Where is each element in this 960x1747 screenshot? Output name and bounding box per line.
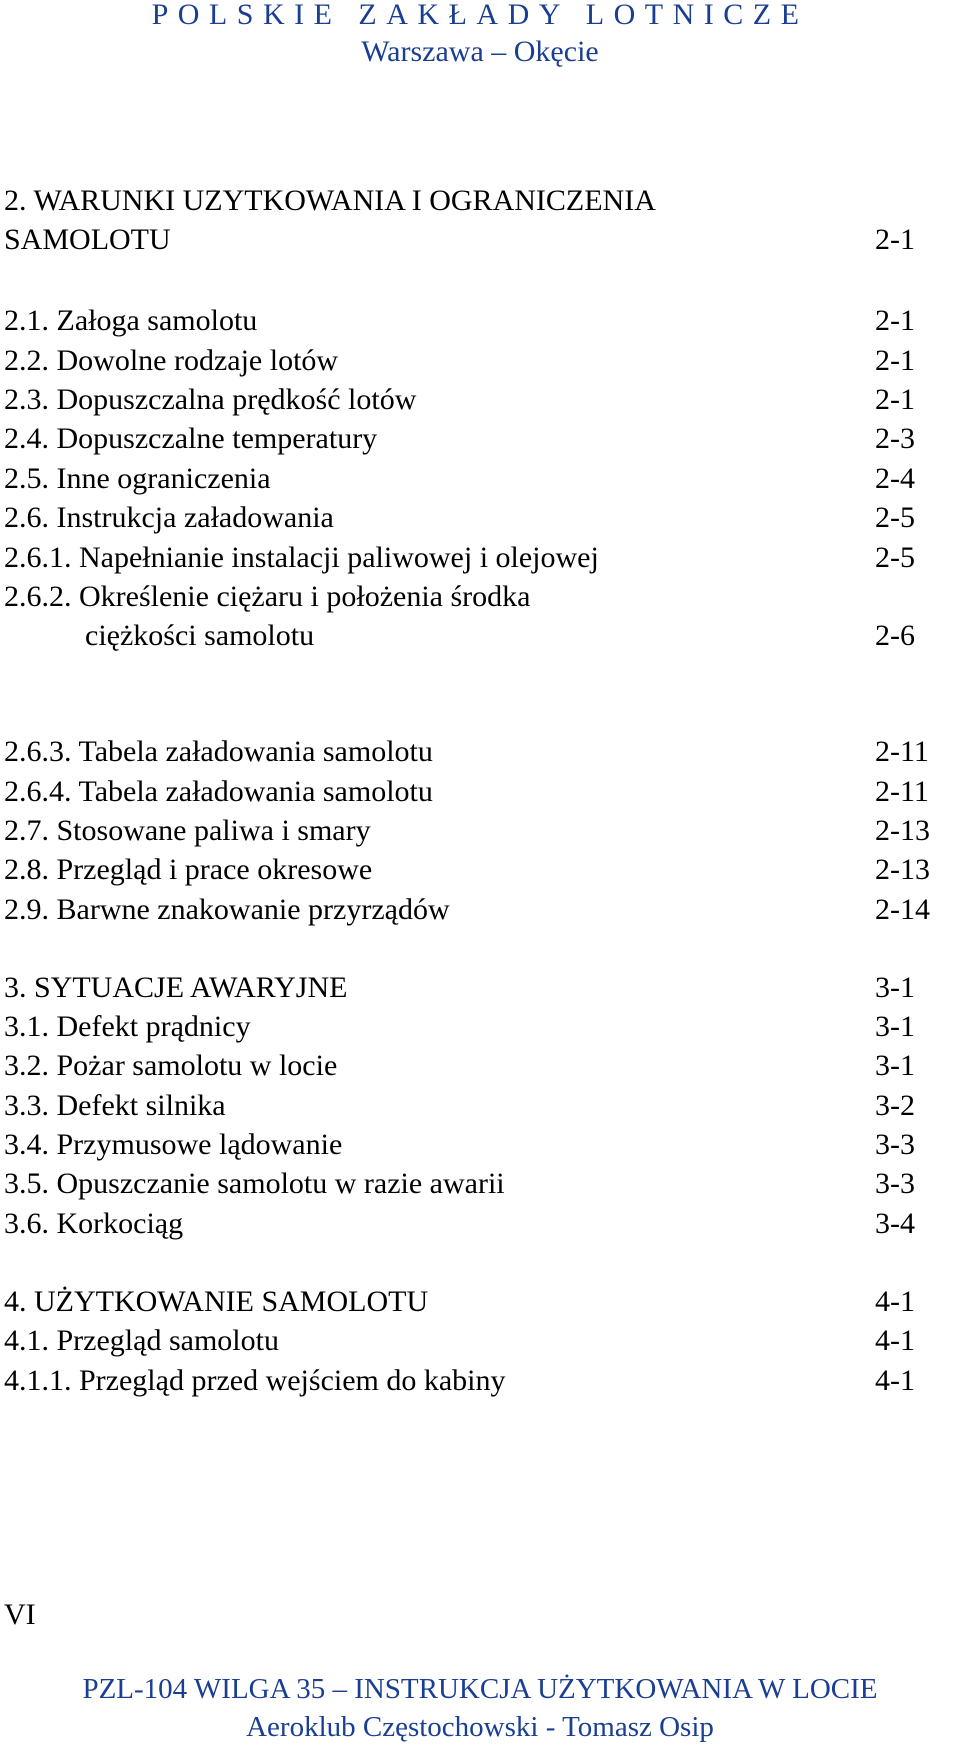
toc-entry-title: 3.5. Opuszczanie samolotu w razie awarii	[4, 1167, 505, 1200]
toc-entry-page: 3-2	[875, 1089, 915, 1122]
toc-entry	[0, 346, 960, 382]
toc-entry-title: 2.8. Przegląd i prace okresowe	[4, 853, 373, 886]
toc-entry	[0, 1169, 960, 1205]
toc-entry	[0, 1287, 960, 1323]
toc-entry-page: 2-13	[875, 853, 930, 886]
toc-entry-page: 3-3	[875, 1128, 915, 1161]
toc-entry-page: 4-1	[875, 1364, 915, 1397]
toc-entry-title: 4.1. Przegląd samolotu	[4, 1324, 279, 1357]
toc-entry	[0, 306, 960, 342]
toc-entry-page: 2-14	[875, 893, 930, 926]
toc-entry	[0, 582, 960, 618]
toc-entry	[0, 1051, 960, 1087]
toc-entry-page: 2-5	[875, 501, 915, 534]
toc-entry	[0, 186, 960, 222]
toc-entry	[0, 621, 960, 657]
toc-entry-title: 2.5. Inne ograniczenia	[4, 462, 271, 495]
toc-entry-page: 2-1	[875, 344, 915, 377]
toc-entry-title: 3.2. Pożar samolotu w locie	[4, 1049, 338, 1082]
toc-entry	[0, 895, 960, 931]
toc-entry	[0, 855, 960, 891]
toc-entry-title: 2. WARUNKI UZYTKOWANIA I OGRANICZENIA	[4, 184, 656, 217]
toc-entry-page: 4-1	[875, 1285, 915, 1318]
page-number: VI	[4, 1598, 36, 1631]
toc-entry	[0, 385, 960, 421]
toc-entry-page: 2-5	[875, 541, 915, 574]
toc-entry-page: 3-4	[875, 1207, 915, 1240]
company-city: Warszawa – Okęcie	[361, 35, 599, 68]
toc-entry-title: 3.1. Defekt prądnicy	[4, 1010, 251, 1043]
toc-entry-title: 2.1. Załoga samolotu	[4, 304, 258, 337]
toc-entry	[0, 503, 960, 539]
toc-entry-title: 2.7. Stosowane paliwa i smary	[4, 814, 371, 847]
toc-entry-title: 3.6. Korkociąg	[4, 1207, 184, 1240]
toc-entry-page: 2-6	[875, 619, 915, 652]
toc-entry-page: 3-3	[875, 1167, 915, 1200]
toc-entry	[0, 973, 960, 1009]
toc-entry-title: 2.9. Barwne znakowanie przyrządów	[4, 893, 450, 926]
toc-entry-title: 2.6. Instrukcja załadowania	[4, 501, 334, 534]
toc-entry-title: 2.6.1. Napełnianie instalacji paliwowej i olejowej	[4, 541, 599, 574]
company-name: POLSKIE ZAKŁADY LOTNICZE	[151, 0, 809, 31]
toc-entry-title: 2.6.2. Określenie ciężaru i położenia środka	[4, 580, 531, 613]
toc-entry	[0, 777, 960, 813]
toc-entry-page: 2-11	[875, 775, 929, 808]
toc-entry	[0, 543, 960, 579]
toc-entry-page: 2-3	[875, 422, 915, 455]
footer-title: PZL-104 WILGA 35 – INSTRUKCJA UŻYTKOWANIA W LOCIE	[82, 1673, 878, 1705]
toc-entry-page: 3-1	[875, 971, 915, 1004]
toc-entry	[0, 1326, 960, 1362]
toc-entry-title: 4.1.1. Przegląd przed wejściem do kabiny	[4, 1364, 506, 1397]
toc-entry-title: 2.6.3. Tabela załadowania samolotu	[4, 735, 433, 768]
toc-entry-title: 2.6.4. Tabela załadowania samolotu	[4, 775, 433, 808]
toc-entry	[0, 816, 960, 852]
toc-entry-title: ciężkości samolotu	[85, 619, 315, 652]
toc-entry-title: 2.2. Dowolne rodzaje lotów	[4, 344, 339, 377]
toc-entry-page: 2-1	[875, 223, 915, 256]
toc-entry	[0, 1209, 960, 1245]
toc-entry-page: 2-11	[875, 735, 929, 768]
toc-entry	[0, 1091, 960, 1127]
toc-entry	[0, 225, 960, 261]
toc-entry	[0, 1012, 960, 1048]
toc-entry-page: 3-1	[875, 1010, 915, 1043]
toc-entry	[0, 424, 960, 460]
toc-entry-page: 2-4	[875, 462, 915, 495]
toc-entry-title: SAMOLOTU	[4, 223, 171, 256]
toc-entry-title: 2.3. Dopuszczalna prędkość lotów	[4, 383, 417, 416]
toc-entry-page: 2-13	[875, 814, 930, 847]
toc-entry-title: 3.4. Przymusowe lądowanie	[4, 1128, 343, 1161]
toc-entry-title: 3.3. Defekt silnika	[4, 1089, 226, 1122]
toc-entry-page: 4-1	[875, 1324, 915, 1357]
toc-entry-title: 4. UŻYTKOWANIE SAMOLOTU	[4, 1285, 429, 1318]
toc-entry	[0, 737, 960, 773]
toc-entry	[0, 1130, 960, 1166]
toc-entry-page: 2-1	[875, 383, 915, 416]
toc-entry	[0, 464, 960, 500]
footer-author: Aeroklub Częstochowski - Tomasz Osip	[246, 1711, 714, 1743]
toc-entry-page: 2-1	[875, 304, 915, 337]
toc-entry-page: 3-1	[875, 1049, 915, 1082]
toc-entry-title: 3. SYTUACJE AWARYJNE	[4, 971, 348, 1004]
toc-entry-title: 2.4. Dopuszczalne temperatury	[4, 422, 378, 455]
toc-entry	[0, 1366, 960, 1402]
